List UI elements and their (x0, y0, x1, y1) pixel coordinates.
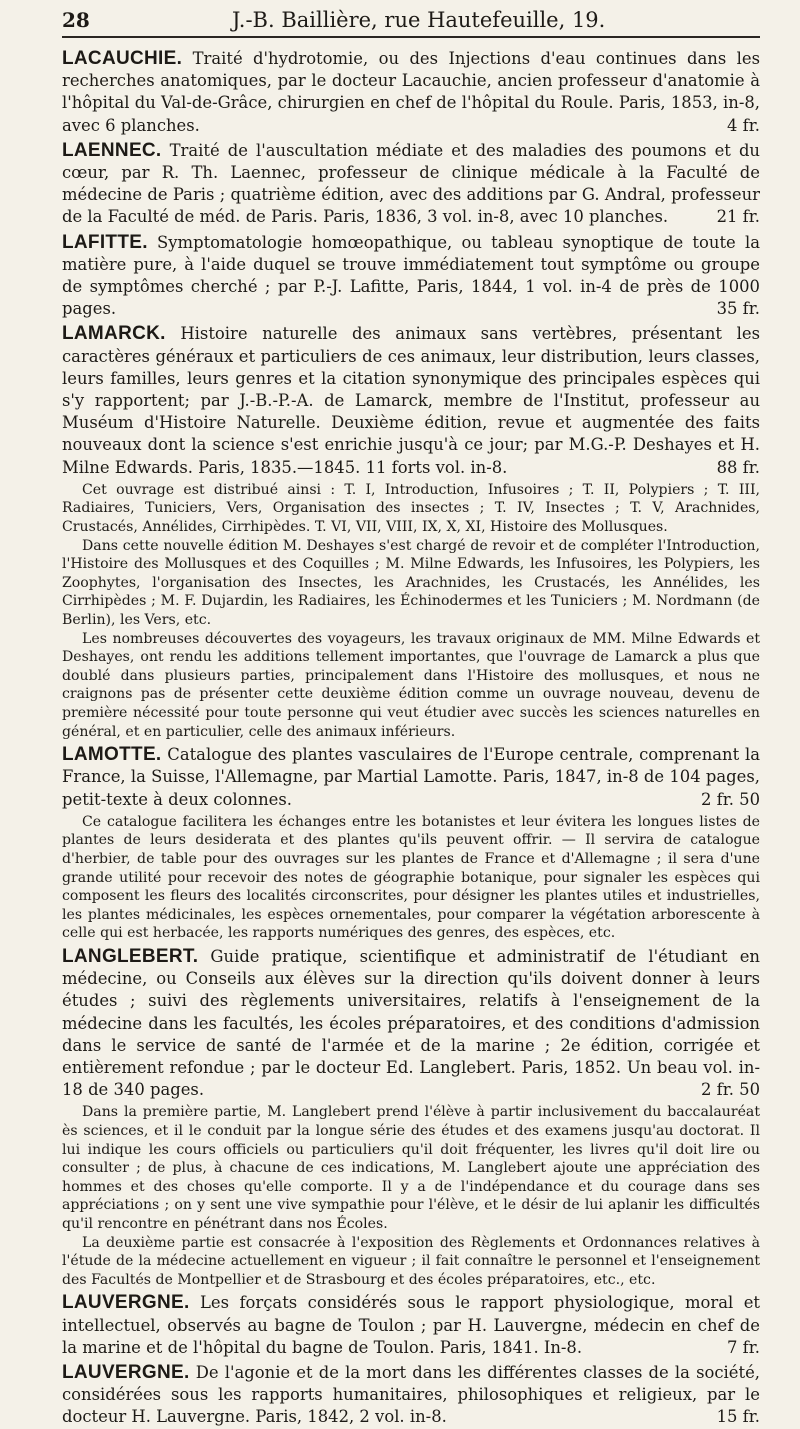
entry-headword: LAUVERGNE. (62, 1361, 190, 1383)
catalog-entry (62, 48, 760, 137)
entry-note: Dans la première partie, M. Langlebert prend l'élève à partir inclusivement du baccalauréat ès sciences, et il le conduit par la longue série des études et des examens jusqu'au doctorat. Il lui indique les cours officiels ou particuliers qu'il doit fréquenter, les livres qu'il doit lire ou consulter ; de plus, à chacune de ces indications, M. Langlebert ajoute une appréciation des hommes et des choses qu'elle comporte. Il y a de l'indépendance et du courage dans ses appréciations ; on y sent une vive sympathie pour l'élève, et le désir de lui aplanir les difficultés qu'il rencontre en pénétrant dans nos Écoles. (62, 1104, 760, 1232)
entry-description: Histoire naturelle des animaux sans vertèbres, présentant les caractères généraux et particuliers de ces animaux, leur distribution, leurs classes, leurs familles, leurs genres et la citation synonymique des principales espèces qui s'y rapportent; par J.-B.-P.-A. de Lamarck, membre de l'Institut, professeur au Muséum d'Histoire Naturelle. Deuxième édition, revue et augmentée des faits nouveaux dont la science s'est enrichie jusqu'à ce jour; par M.G.-P. Deshayes et H. Milne Edwards. Paris, 1835.—1845. 11 forts vol. in-8. (62, 324, 760, 477)
entry-headword: LAUVERGNE. (62, 1292, 190, 1314)
entry-headword: LAENNEC. (62, 139, 162, 161)
entry-description: Symptomatologie homœopathique, ou tableau synoptique de toute la matière pure, à l'aide duquel se trouve immédiatement tout symptôme ou groupe de symptômes cherché ; par P.-J. Lafitte, Paris, 1844, 1 vol. in-4 de près de 1000 pages. (62, 232, 760, 319)
catalog-entries (62, 48, 760, 1429)
entry-note: Les nombreuses découvertes des voyageurs, les travaux originaux de MM. Milne Edwards et Deshayes, ont rendu les additions tellement importantes, que l'ouvrage de Lamarck a plus que doublé dans plusieurs parties, principalement dans l'Histoire des mollusques, et nous ne craignons pas de présenter cette deuxième édition comme un ouvrage nouveau, devenu de première nécessité pour toute personne qui veut étudier avec succès les sciences naturelles en général, et en particulier, celle des animaux inférieurs. (62, 630, 760, 740)
entry-main-text (62, 232, 760, 321)
catalog-entry (62, 140, 760, 229)
catalog-entry (62, 232, 760, 321)
entry-headword: LAMARCK. (62, 323, 166, 345)
running-title: J.-B. Baillière, rue Hautefeuille, 19. (232, 8, 606, 32)
entry-headword: LACAUCHIE. (62, 48, 183, 69)
entry-price: 2 fr. 50 (700, 1080, 760, 1100)
entry-description: Traité d'hydrotomie, ou des Injections d'eau continues dans les recherches anatomiques, par le docteur Lacauchie, ancien professeur d'anatomie à l'hôpital du Val-de-Grâce, chirurgien en chef de l'hôpital du Roule. Paris, 1853, in-8, avec 6 planches. (62, 49, 760, 135)
entry-note: La deuxième partie est consacrée à l'exposition des Règlements et Ordonnances relatives à l'étude de la médecine actuellement en vigueur ; il fait connaître le personnel et l'enseignement des Facultés de Montpellier et de Strasbourg et des écoles préparatoires, etc., etc. (62, 1234, 760, 1288)
entry-price: 7 fr. (727, 1337, 760, 1357)
page-number: 28 (62, 8, 90, 32)
entry-price: 2 fr. 50 (700, 789, 760, 809)
entry-description: Guide pratique, scientifique et administratif de l'étudiant en médecine, ou Conseils aux élèves sur la direction qu'ils doivent donner à leurs études ; suivi des règlements universitaires, relatifs à l'enseignement de la médecine dans les facultés, les écoles préparatoires, et des conditions d'admission dans le service de santé de l'armée et de la marine ; 2e édition, corrigée et entièrement refondue ; par le docteur Ed. Langlebert. Paris, 1852. Un beau vol. in-18 de 340 pages. (62, 946, 760, 1100)
catalog-entry (62, 744, 760, 943)
entry-note: Cet ouvrage est distribué ainsi : T. I, Introduction, Infusoires ; T. II, Polypiers ; T. III, Radiaires, Tuniciers, Vers, Organisation des insectes ; T. IV, Insectes ; T. V, Arachnides, Crustacés, Annélides, Cirrhipèdes. T. VI, VII, VIII, IX, X, XI, Histoire des Mollusques. (62, 481, 760, 536)
entry-price: 15 fr. (716, 1407, 760, 1427)
entry-headword: LAMOTTE. (62, 744, 162, 766)
entry-description: De l'agonie et de la mort dans les différentes classes de la société, considérées sous les rapports humanitaires, philosophiques et religieux, par le docteur H. Lauvergne. Paris, 1842, 2 vol. in-8. (62, 1362, 760, 1427)
catalog-entry (62, 323, 760, 741)
entry-main-text (62, 1362, 760, 1429)
entry-main-text (62, 323, 760, 478)
entry-main-text (62, 1292, 760, 1359)
entry-main-text (62, 48, 760, 137)
entry-description: Catalogue des plantes vasculaires de l'Europe centrale, comprenant la France, la Suisse, l'Allemagne, par Martial Lamotte. Paris, 1847, in-8 de 104 pages, petit-texte à deux colonnes. (62, 745, 760, 809)
running-head (62, 8, 760, 32)
catalog-entry (62, 946, 760, 1289)
entry-description: Traité de l'auscultation médiate et des maladies des poumons et du cœur, par R. Th. Laennec, professeur de clinique médicale à la Faculté de médecine de Paris ; quatrième édition, avec des additions par G. Andral, professeur de la Faculté de méd. de Paris. Paris, 1836, 3 vol. in-8, avec 10 planches. (62, 140, 760, 227)
entry-price: 4 fr. (727, 115, 760, 135)
entry-main-text (62, 744, 760, 811)
entry-description: Les forçats considérés sous le rapport physiologique, moral et intellectuel, observés au bagne de Toulon ; par H. Lauvergne, médecin en chef de la marine et de l'hôpital du bagne de Toulon. Paris, 1841. In-8. (62, 1293, 760, 1357)
catalog-entry (62, 1362, 760, 1429)
entry-headword: LAFITTE. (62, 231, 148, 253)
header-rule (62, 36, 760, 38)
entry-note: Dans cette nouvelle édition M. Deshayes s'est chargé de revoir et de compléter l'Introduction, l'Histoire des Mollusques et des Coquilles ; M. Milne Edwards, les Infusoires, les Polypiers, les Zoophytes, l'organisation des Insectes, les Arachnides, les Crustacés, les Annélides, les Cirrhipèdes ; M. F. Dujardin, les Radiaires, les Échinodermes et les Tuniciers ; M. Nordmann (de Berlin), les Vers, etc. (62, 537, 760, 629)
entry-price: 35 fr. (716, 299, 760, 319)
entry-note: Ce catalogue facilitera les échanges entre les botanistes et leur évitera les longues listes de plantes de leurs desiderata et des plantes qu'ils peuvent offrir. — Il servira de catalogue d'herbier, de table pour des ouvrages sur les plantes de France et d'Allemagne ; il sera d'une grande utilité pour recevoir des notes de géographie botanique, pour signaler les espèces qui composent les fleurs des localités circonscrites, pour désigner les plantes utiles et industrielles, les plantes médicinales, les espèces ornementales, pour comparer la végétation arborescente à celle qui est herbacée, les rapports numériques des genres, des espèces, etc. (62, 813, 760, 942)
entry-price: 21 fr. (716, 207, 760, 227)
entry-main-text (62, 946, 760, 1101)
catalog-entry (62, 1292, 760, 1359)
entry-headword: LANGLEBERT. (62, 945, 199, 967)
entry-price: 88 fr. (716, 457, 760, 477)
entry-main-text (62, 140, 760, 229)
